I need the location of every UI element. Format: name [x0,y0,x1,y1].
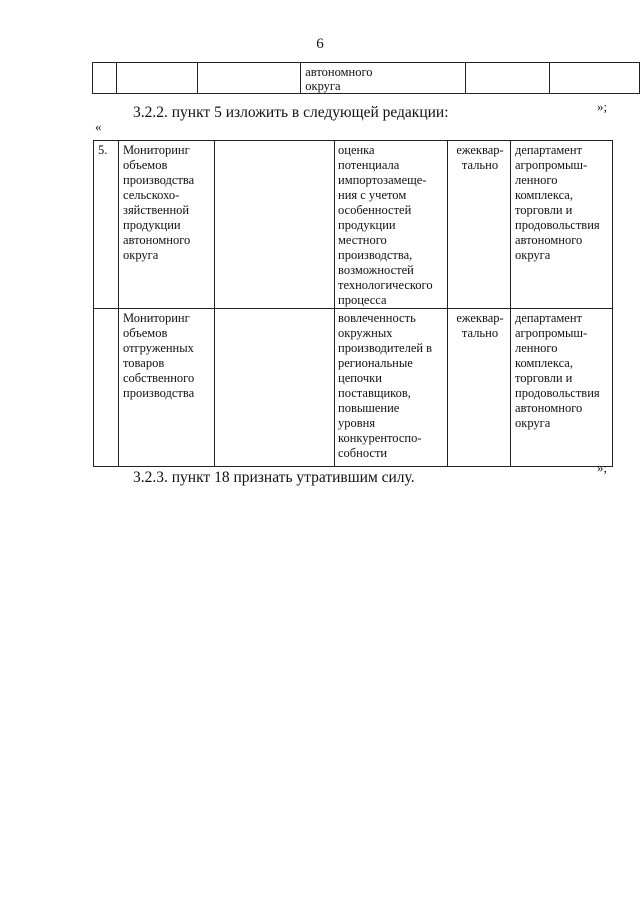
main-table [93,140,613,467]
row-number-cell [94,141,119,309]
top-table-fragment [92,62,640,94]
empty-cell [215,309,335,467]
period-cell [448,309,511,467]
table-cell [93,63,117,94]
measure-goal: вовлеченность окружных производителей в региональные цепочки поставщиков, повышение уровня конкурентоспо- собности [338,311,433,460]
row-number-cell [94,309,119,467]
goal-cell [335,309,448,467]
table-cell [301,63,466,94]
measure-name: Мониторинг объемов производства сельскохо- зяйственной продукции автономного округа [123,143,195,262]
name-cell [119,309,215,467]
measure-responsible: департамент агропромыш- ленного комплекса, торговли и продовольствия автономного округа [515,143,600,262]
paragraph-3-2-2: 3.2.2. пункт 5 изложить в следующей редакции: [133,104,449,121]
table-row [93,63,640,94]
table-row [94,141,613,309]
measure-name: Мониторинг объемов отгруженных товаров собственного производства [123,311,195,400]
table-cell [117,63,197,94]
paragraph-3-2-3: 3.2.3. пункт 18 признать утратившим силу. [133,469,415,486]
measure-goal: оценка потенциала импортозамеще- ния с учетом особенностей продукции местного производства, возможностей технологического процесса [338,143,433,307]
name-cell [119,141,215,309]
measure-responsible: департамент агропромыш- ленного комплекса, торговли и продовольствия автономного округа [515,311,600,430]
top-table-text: автономного округа [305,65,373,93]
closing-quote: »; [597,99,608,114]
table-cell [550,63,640,94]
closing-quote: »; [597,460,608,475]
page-number: 6 [316,36,324,52]
table-cell [197,63,301,94]
row-number: 5. [98,143,108,157]
row-number [94,309,118,311]
goal-cell [335,141,448,309]
responsible-cell [511,309,613,467]
empty-cell [215,141,335,309]
measure-period: ежеквар- тально [456,311,504,340]
table-cell [465,63,550,94]
responsible-cell [511,141,613,309]
period-cell [448,141,511,309]
empty-text [215,309,334,311]
measure-period: ежеквар- тально [456,143,504,172]
table-row [94,309,613,467]
empty-text [215,141,334,143]
opening-quote: « [95,119,102,134]
